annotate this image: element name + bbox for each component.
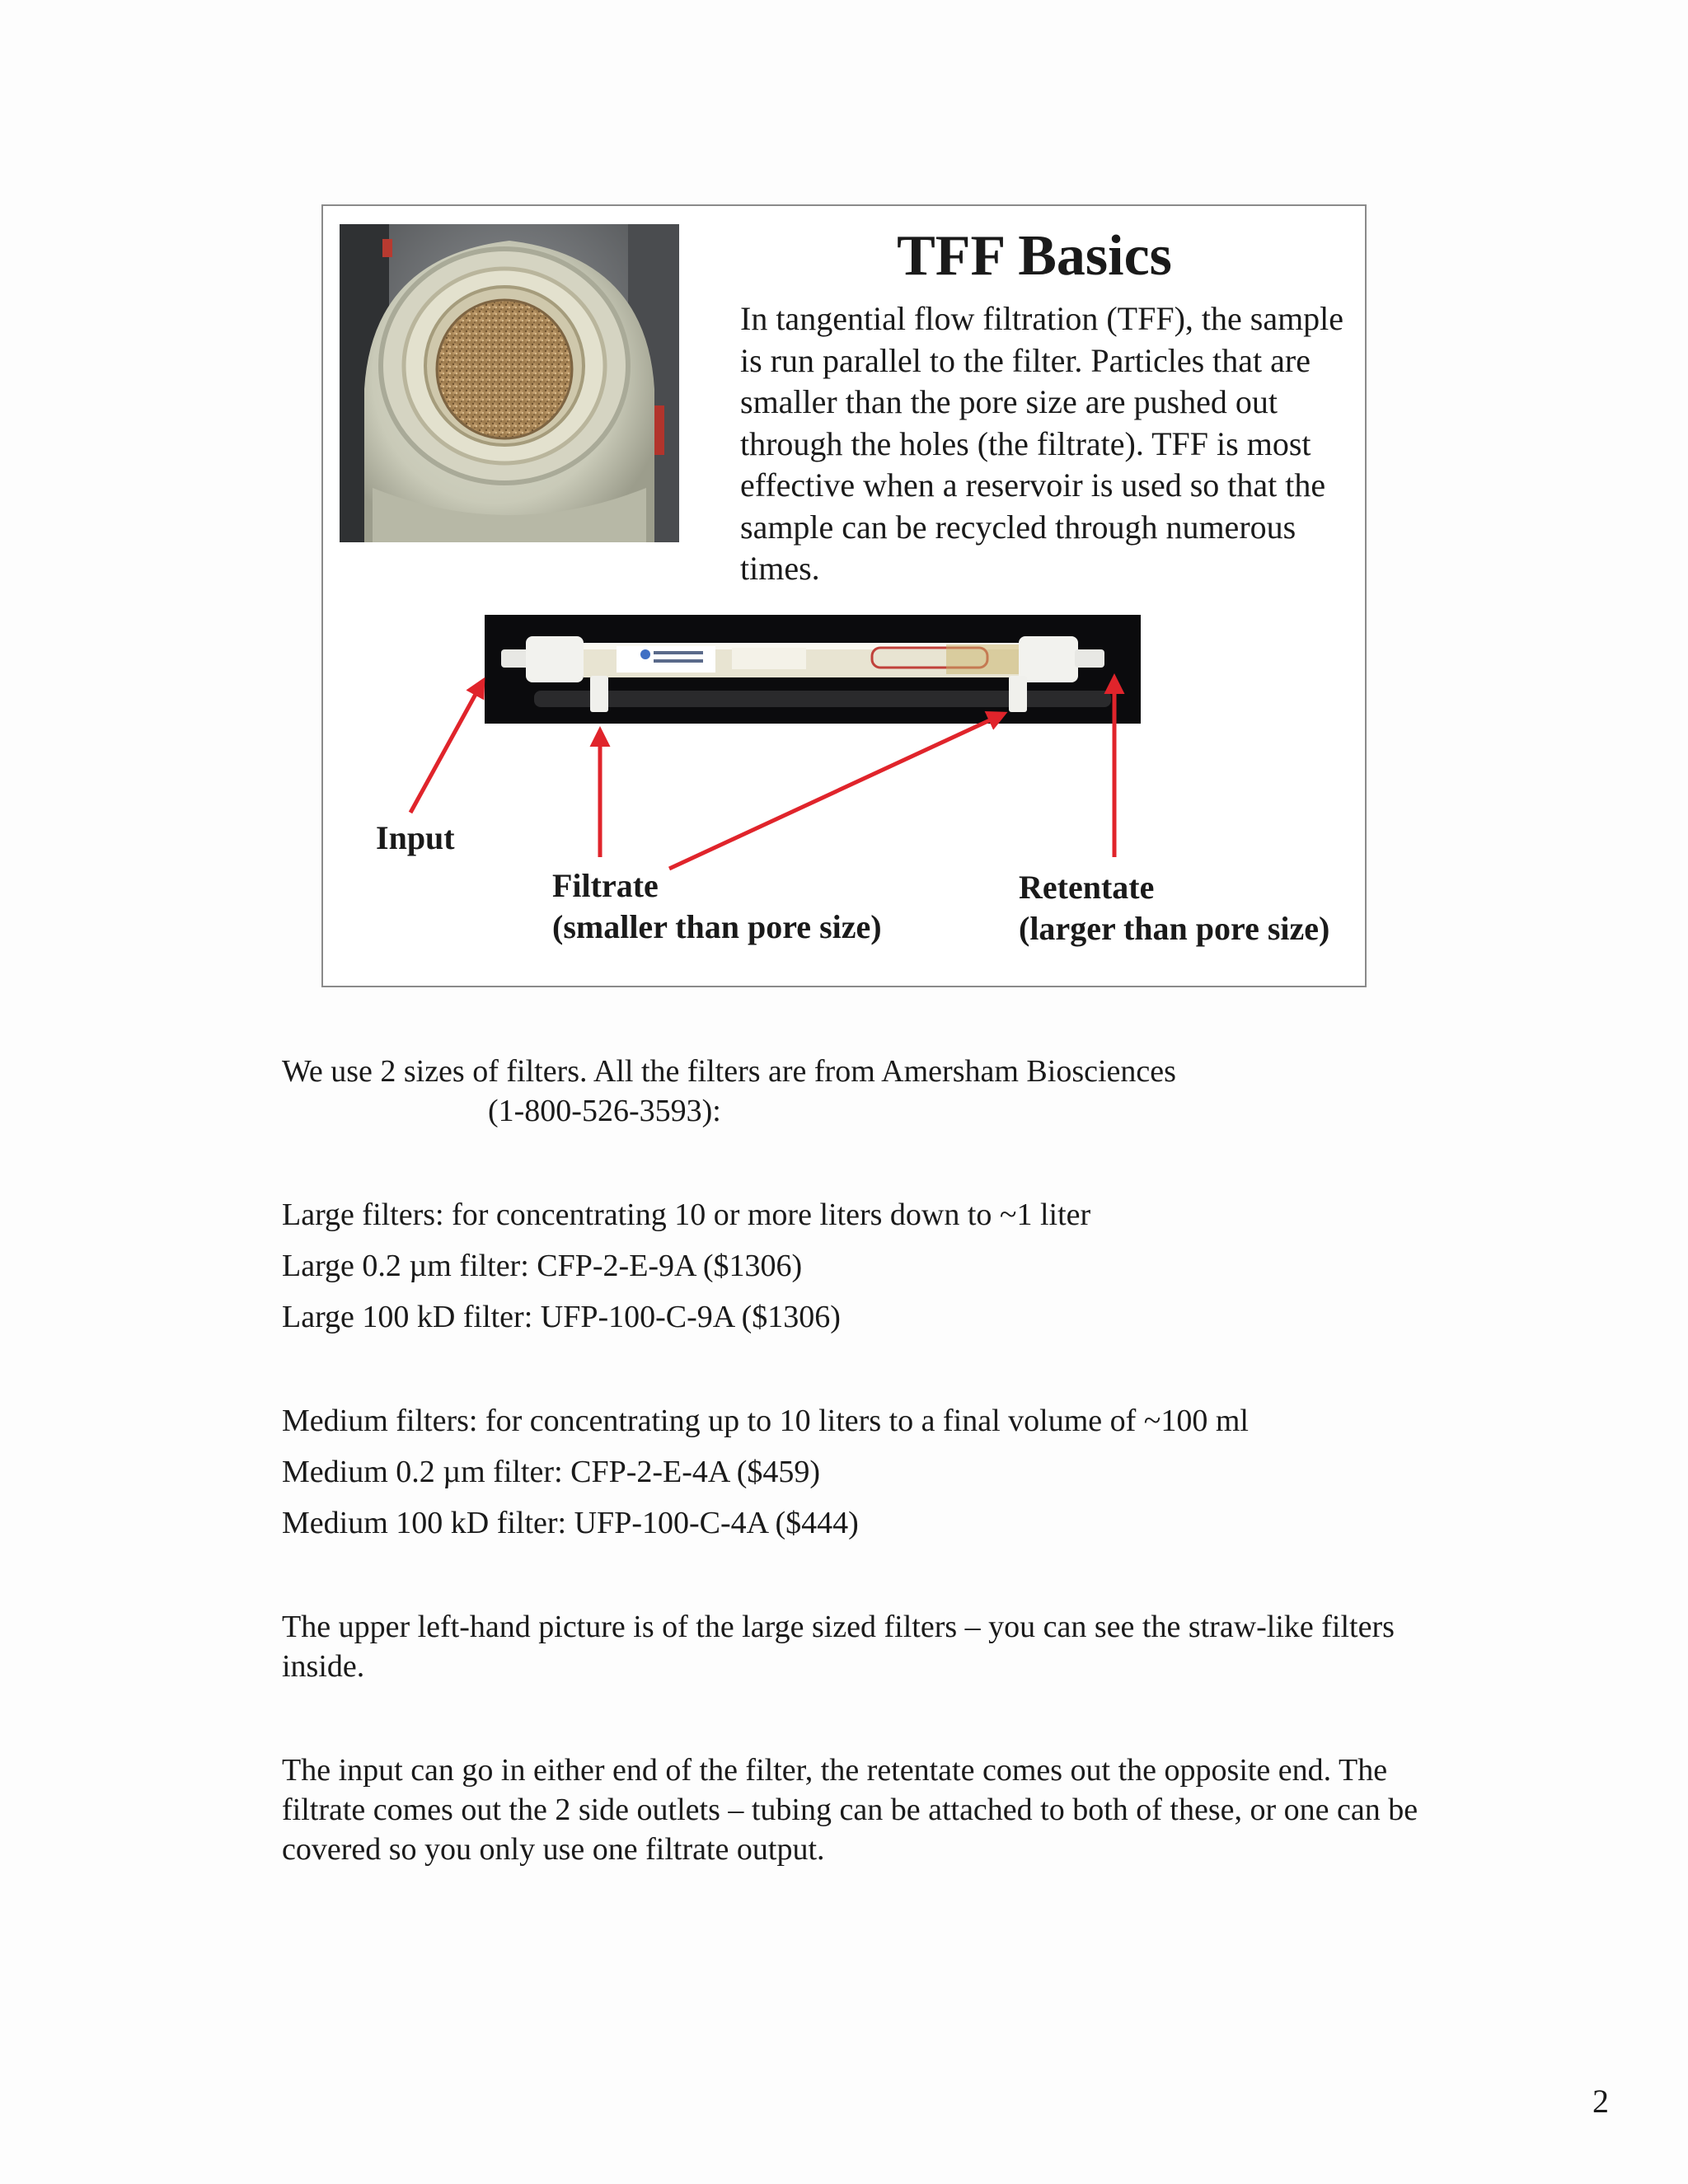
input-label: Input [376, 819, 455, 856]
medium-filter-item-2: Medium 100 kD filter: UFP-100-C-4A ($444) [282, 1506, 859, 1540]
medium-filters-heading: Medium filters: for concentrating up to 10 liters to a final volume of ~100 ml [282, 1404, 1249, 1438]
retentate-note: (larger than pore size) [1019, 910, 1330, 947]
filtrate-label: Filtrate [552, 867, 659, 904]
large-filter-photo [340, 224, 679, 542]
page-number: 2 [1592, 2083, 1609, 2120]
large-filter-item-1: Large 0.2 µm filter: CFP-2-E-9A ($1306) [282, 1249, 803, 1283]
intro-line-2: (1-800-526-3593): [488, 1094, 721, 1128]
intro-line-1: We use 2 sizes of filters. All the filters are from Amersham Biosciences [282, 1054, 1176, 1089]
large-filters-heading: Large filters: for concentrating 10 or more liters down to ~1 liter [282, 1197, 1091, 1232]
slide-title: TFF Basics [897, 224, 1172, 288]
filtrate-note: (smaller than pore size) [552, 908, 882, 945]
picture-note: The upper left-hand picture is of the large sized filters – you can see the straw-like filters inside. [282, 1610, 1395, 1684]
slide-description: In tangential flow filtration (TFF), the sample is run parallel to the filter. Particles that are smaller than the pore size are pushed out through the holes (the filtrate). TFF is most effective when a reservoir is used so that the sample can be recycled through numerous times. [740, 300, 1344, 587]
retentate-label: Retentate [1019, 869, 1155, 906]
medium-filter-item-1: Medium 0.2 µm filter: CFP-2-E-4A ($459) [282, 1455, 821, 1489]
filter-cartridge-photo [485, 615, 1141, 724]
large-filter-item-2: Large 100 kD filter: UFP-100-C-9A ($1306) [282, 1300, 841, 1334]
usage-note: The input can go in either end of the filter, the retentate comes out the opposite end. The filtrate comes out the 2 side outlets – tubing can be attached to both of these, or one can be covered so you only use one filtrate output. [282, 1753, 1418, 1867]
